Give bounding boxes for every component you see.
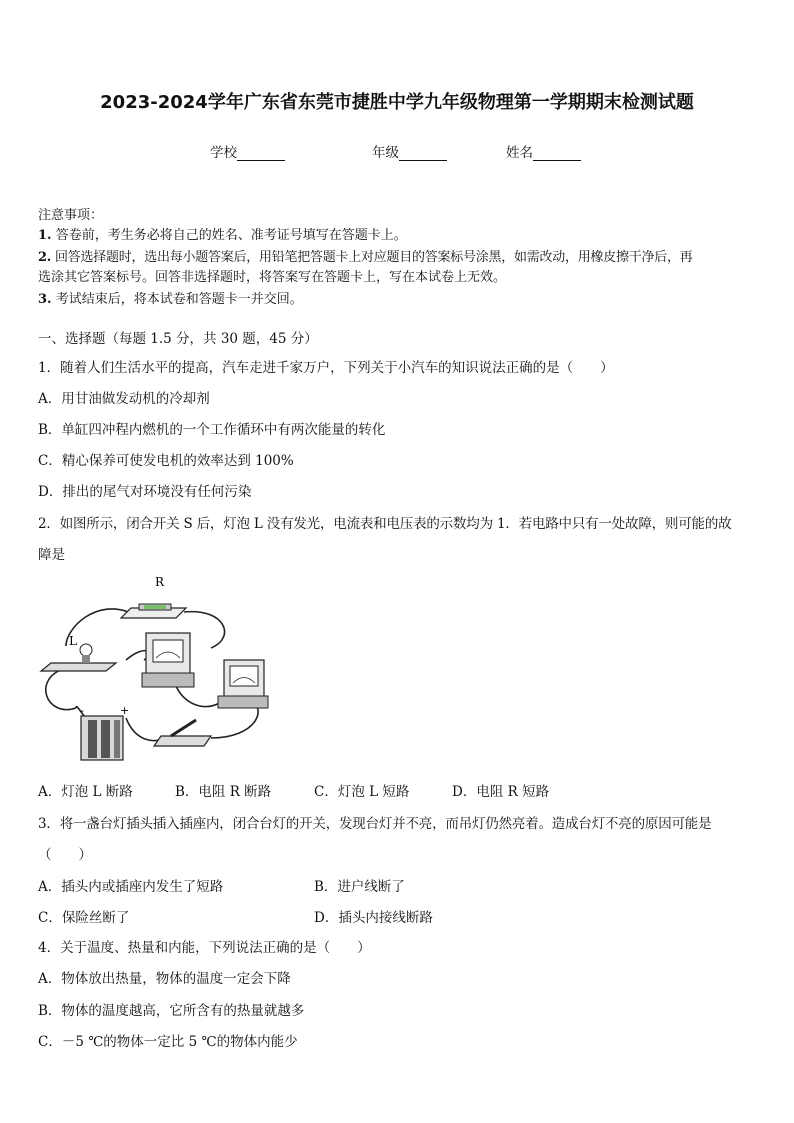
name-label: 姓名: [506, 145, 533, 161]
resistor-icon: [121, 604, 186, 618]
q3-option-a: A．插头内或插座内发生了短路: [38, 879, 224, 895]
q4-option-c: C．－5 ℃的物体一定比 5 ℃的物体内能少: [38, 1034, 298, 1050]
q2-option-a: A．灯泡 L 断路: [38, 784, 133, 800]
q2-option-c: C．灯泡 L 短路: [314, 784, 410, 800]
notes-heading: 注意事项：: [38, 208, 104, 223]
label-l: L: [69, 634, 77, 648]
q1-option-a: A．用甘油做发动机的冷却剂: [38, 391, 210, 407]
bulb-icon: [41, 644, 116, 671]
note-2-cont: 选涂其它答案标号。回答非选择题时，将答案写在答题卡上，写在本试卷上无效。: [38, 270, 507, 285]
school-label: 学校: [210, 145, 237, 161]
label-minus: -: [80, 704, 84, 717]
circuit-figure: [36, 568, 276, 768]
voltmeter-icon: [218, 660, 268, 708]
school-blank: [237, 146, 285, 161]
q4-option-a: A．物体放出热量，物体的温度一定会下降: [38, 971, 291, 987]
q2-option-d: D．电阻 R 短路: [452, 784, 550, 800]
q3-stem-cont: （ ）: [38, 847, 92, 863]
grade-label: 年级: [372, 145, 399, 161]
q3-stem: 3．将一盏台灯插头插入插座内，闭合台灯的开关，发现台灯并不亮，而吊灯仍然亮着。造成台灯不亮的原因可能是: [38, 816, 712, 832]
grade-field: [372, 141, 447, 161]
q1-option-b: B．单缸四冲程内燃机的一个工作循环中有两次能量的转化: [38, 422, 386, 438]
q4-stem: 4．关于温度、热量和内能，下列说法正确的是（ ）: [38, 940, 371, 956]
q3-option-b: B．进户线断了: [314, 879, 405, 895]
note-2: 2. 回答选择题时，选出每小题答案后，用铅笔把答题卡上对应题目的答案标号涂黑，如需改动，用橡皮擦干净后，再: [38, 250, 693, 265]
note-1: 1. 答卷前，考生务必将自己的姓名、准考证号填写在答题卡上。: [38, 228, 407, 243]
ammeter-icon: [142, 633, 194, 687]
q1-stem: 1．随着人们生活水平的提高，汽车走进千家万户，下列关于小汽车的知识说法正确的是（ ）: [38, 360, 614, 376]
label-r: R: [155, 575, 165, 589]
section-heading: 一、选择题（每题 1.5 分，共 30 题，45 分）: [38, 331, 318, 347]
grade-blank: [399, 146, 447, 161]
q3-option-d: D．插头内接线断路: [314, 910, 433, 926]
q2-option-b: B．电阻 R 断路: [175, 784, 272, 800]
battery-icon: [81, 716, 123, 760]
school-field: [210, 141, 285, 161]
q4-option-b: B．物体的温度越高，它所含有的热量就越多: [38, 1003, 305, 1019]
q1-option-c: C．精心保养可使发电机的效率达到 100%: [38, 453, 294, 469]
q1-option-d: D．排出的尾气对环境没有任何污染: [38, 484, 252, 500]
q3-option-c: C．保险丝断了: [38, 910, 130, 926]
name-blank: [533, 146, 581, 161]
q2-stem-cont: 障是: [38, 547, 65, 563]
q2-stem: 2．如图所示，闭合开关 S 后，灯泡 L 没有发光，电流表和电压表的示数均为 1．若电路中只有一处故障，则可能的故: [38, 516, 732, 532]
name-field: [506, 141, 581, 161]
switch-icon: [154, 720, 211, 746]
note-3: 3. 考试结束后，将本试卷和答题卡一并交回。: [38, 292, 303, 307]
exam-title: 2023-2024学年广东省东莞市捷胜中学九年级物理第一学期期末检测试题: [100, 92, 694, 113]
label-plus: +: [120, 704, 130, 717]
